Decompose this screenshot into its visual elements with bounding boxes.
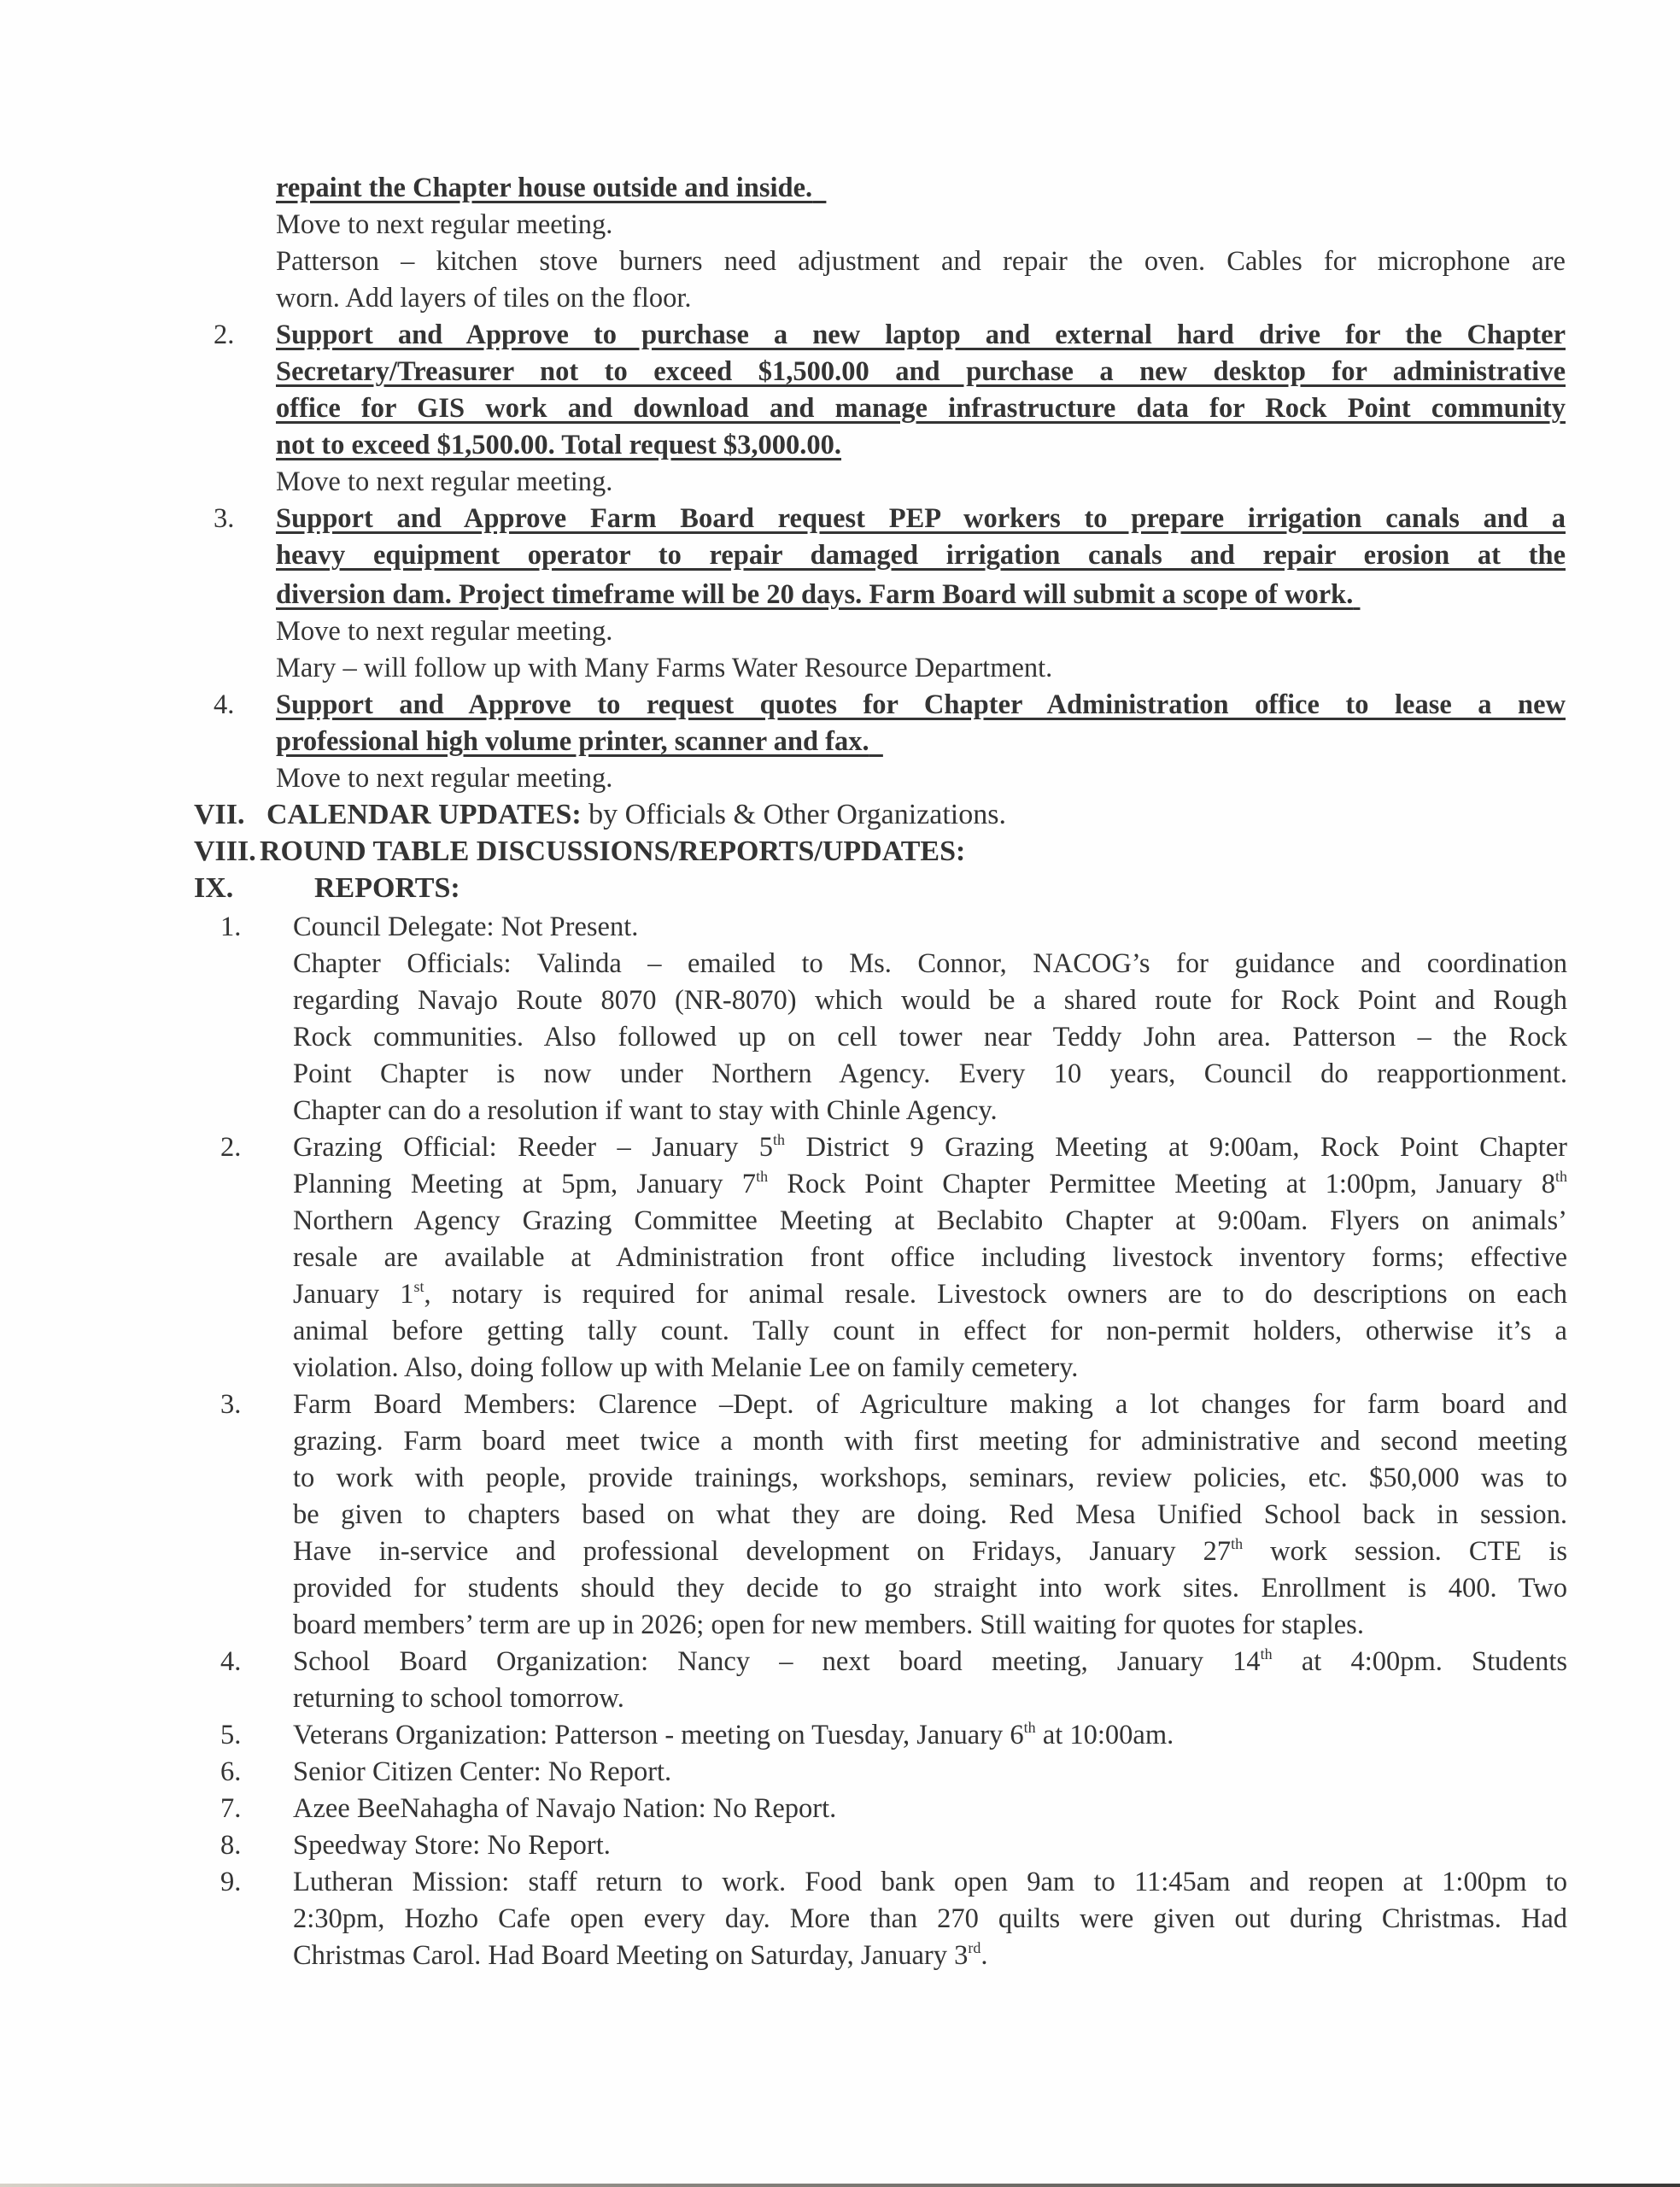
- motion-4-line-1: Support and Approve to request quotes for Chapter Administration office to lease a new: [276, 689, 1566, 720]
- report-1-line-4: Rock communities. Also followed up on cell tower near Teddy John area. Patterson – the Rock: [293, 1022, 1567, 1052]
- report-2-line-3: Northern Agency Grazing Committee Meeting at Beclabito Chapter at 9:00am. Flyers on animals’: [293, 1205, 1567, 1236]
- motion-1-action: Move to next regular meeting.: [276, 209, 613, 240]
- motion-2-action: Move to next regular meeting.: [276, 466, 613, 497]
- report-9-line-1: Lutheran Mission: staff return to work. Food bank open 9am to 11:45am and reopen at 1:00pm to: [293, 1867, 1567, 1897]
- motion-2-number: 2.: [214, 320, 235, 350]
- section-ix-numeral: IX.: [194, 872, 234, 904]
- report-3-line-4: be given to chapters based on what they are doing. Red Mesa Unified School back in session.: [293, 1499, 1567, 1530]
- report-3-line-2: grazing. Farm board meet twice a month with first meeting for administrative and second meeting: [293, 1426, 1567, 1457]
- report-1-line-5: Point Chapter is now under Northern Agency. Every 10 years, Council do reapportionment.: [293, 1058, 1567, 1089]
- report-9-number: 9.: [220, 1867, 242, 1897]
- report-2-line-5: January 1st, notary is required for animal resale. Livestock owners are to do descriptions on each: [293, 1278, 1567, 1310]
- section-viii-title: ROUND TABLE DISCUSSIONS/REPORTS/UPDATES:: [260, 836, 966, 867]
- report-1-number: 1.: [220, 912, 242, 942]
- report-6-number: 6.: [220, 1756, 242, 1787]
- report-1-line-2: Chapter Officials: Valinda – emailed to Ms. Connor, NACOG’s for guidance and coordination: [293, 948, 1567, 979]
- report-1-line-6: Chapter can do a resolution if want to stay with Chinle Agency.: [293, 1095, 998, 1126]
- report-1-line-3: regarding Navajo Route 8070 (NR-8070) which would be a shared route for Rock Point and Rough: [293, 985, 1567, 1016]
- section-ix-title: REPORTS:: [314, 872, 460, 904]
- report-7-number: 7.: [220, 1793, 242, 1824]
- report-2-line-1: Grazing Official: Reeder – January 5th District 9 Grazing Meeting at 9:00am, Rock Point Chapter: [293, 1131, 1567, 1163]
- motion-1-tail: repaint the Chapter house outside and inside.: [276, 173, 813, 203]
- motion-2-line-1: Support and Approve to purchase a new laptop and external hard drive for the Chapter: [276, 320, 1566, 350]
- report-5-number: 5.: [220, 1720, 242, 1750]
- report-3-line-7: board members’ term are up in 2026; open for new members. Still waiting for quotes for staples.: [293, 1609, 1364, 1640]
- motion-4-action: Move to next regular meeting.: [276, 763, 613, 794]
- motion-4-number: 4.: [214, 689, 235, 720]
- motion-4-line-2: professional high volume printer, scanner and fax.: [276, 726, 869, 757]
- motion-1-comment-line-2: worn. Add layers of tiles on the floor.: [276, 283, 692, 314]
- report-3-number: 3.: [220, 1389, 242, 1420]
- motion-2-line-4: not to exceed $1,500.00. Total request $3,000.00.: [276, 430, 842, 460]
- section-vii-heading: [266, 798, 1006, 832]
- report-2-number: 2.: [220, 1132, 242, 1163]
- motion-1-comment-line-1: Patterson – kitchen stove burners need adjustment and repair the oven. Cables for microphone are: [276, 246, 1566, 277]
- section-vii-numeral: VII.: [194, 799, 245, 830]
- report-8-number: 8.: [220, 1830, 242, 1861]
- report-9-line-3: Christmas Carol. Had Board Meeting on Saturday, January 3rd.: [293, 1939, 988, 1971]
- report-2-line-7: violation. Also, doing follow up with Melanie Lee on family cemetery.: [293, 1352, 1079, 1383]
- report-8-line-1: Speedway Store: No Report.: [293, 1830, 611, 1861]
- motion-3-line-2: heavy equipment operator to repair damaged irrigation canals and repair erosion at the: [276, 540, 1566, 571]
- report-1-line-1: Council Delegate: Not Present.: [293, 912, 639, 942]
- report-4-line-2: returning to school tomorrow.: [293, 1683, 624, 1714]
- report-7-line-1: Azee BeeNahagha of Navajo Nation: No Report.: [293, 1793, 837, 1824]
- section-vii-subtitle: by Officials & Other Organizations.: [581, 799, 1006, 830]
- motion-2-line-3: office for GIS work and download and manage infrastructure data for Rock Point community: [276, 393, 1566, 424]
- motion-2-line-2: Secretary/Treasurer not to exceed $1,500.00 and purchase a new desktop for administrative: [276, 356, 1566, 387]
- report-3-line-5: Have in-service and professional development on Fridays, January 27th work session. CTE is: [293, 1535, 1567, 1567]
- report-2-line-6: animal before getting tally count. Tally count in effect for non-permit holders, otherwise it’s a: [293, 1316, 1567, 1346]
- motion-3-line-1: Support and Approve Farm Board request PEP workers to prepare irrigation canals and a: [276, 503, 1566, 534]
- report-3-line-1: Farm Board Members: Clarence –Dept. of Agriculture making a lot changes for farm board and: [293, 1389, 1567, 1420]
- motion-3-comment: Mary – will follow up with Many Farms Water Resource Department.: [276, 653, 1053, 683]
- report-4-number: 4.: [220, 1646, 242, 1677]
- report-6-line-1: Senior Citizen Center: No Report.: [293, 1756, 672, 1787]
- report-9-line-2: 2:30pm, Hozho Cafe open every day. More than 270 quilts were given out during Christmas. Had: [293, 1903, 1567, 1934]
- report-5-line-1: Veterans Organization: Patterson - meeting on Tuesday, January 6th at 10:00am.: [293, 1719, 1174, 1750]
- motion-3-number: 3.: [214, 503, 235, 534]
- report-2-line-2: Planning Meeting at 5pm, January 7th Rock Point Chapter Permittee Meeting at 1:00pm, January 8th: [293, 1168, 1567, 1199]
- report-2-line-4: resale are available at Administration front office including livestock inventory forms; effective: [293, 1242, 1567, 1273]
- report-3-line-6: provided for students should they decide to go straight into work sites. Enrollment is 400. Two: [293, 1573, 1567, 1604]
- motion-3-action: Move to next regular meeting.: [276, 616, 613, 647]
- motion-3-line-3: diversion dam. Project timeframe will be 20 days. Farm Board will submit a scope of work.: [276, 579, 1354, 610]
- report-3-line-3: to work with people, provide trainings, workshops, seminars, review policies, etc. $50,000 was to: [293, 1463, 1567, 1493]
- scanner-edge-shadow: [0, 2184, 1680, 2187]
- section-vii-title: CALENDAR UPDATES:: [266, 799, 582, 830]
- report-4-line-1: School Board Organization: Nancy – next board meeting, January 14th at 4:00pm. Students: [293, 1645, 1567, 1677]
- section-viii-numeral: VIII.: [194, 836, 256, 867]
